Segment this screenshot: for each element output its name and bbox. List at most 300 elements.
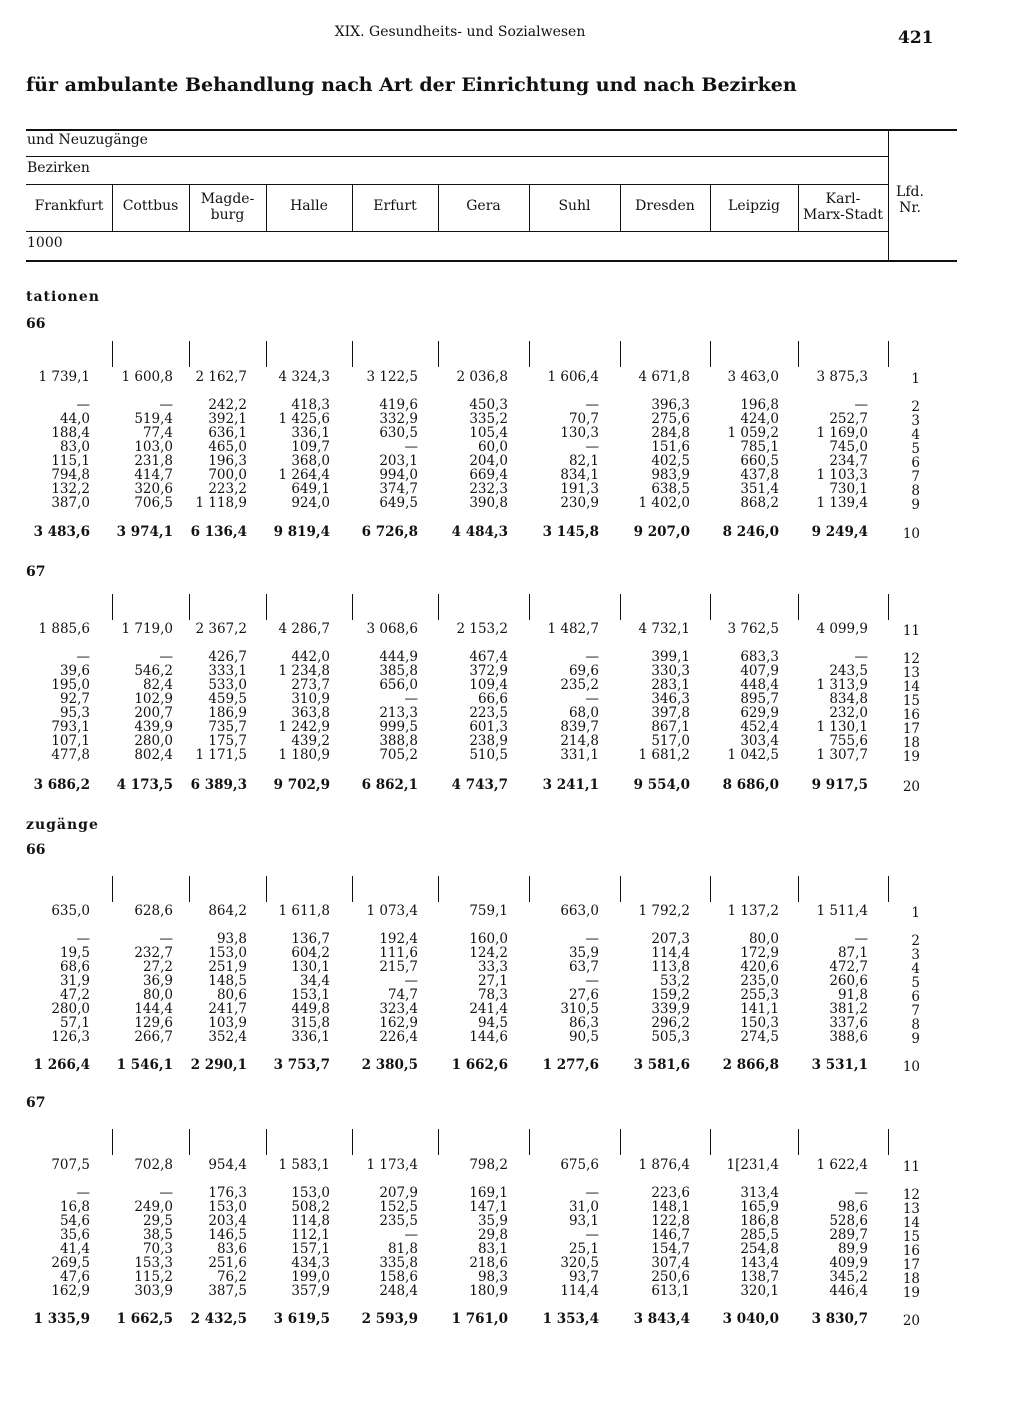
table-cell: 332,9 [379,411,418,427]
table-cell: 68,0 [568,705,599,721]
table-cell: 57,1 [59,1015,90,1031]
column-separator-stroke [112,876,113,902]
table-cell: 1 600,8 [121,369,173,385]
table-cell: 283,1 [651,677,690,693]
table-cell: 6 726,8 [361,524,418,540]
column-head-7: Suhl [558,198,591,214]
table-cell: 439,2 [291,733,330,749]
column-separator-stroke [112,594,113,620]
table-cell: 4 099,9 [816,621,868,637]
table-cell: — [404,439,418,455]
table-cell: 27,6 [568,987,599,1003]
table-cell: 702,8 [134,1157,173,1173]
table-cell: 77,4 [142,425,173,441]
table-cell: 320,6 [134,481,173,497]
table-cell: 868,2 [740,495,779,511]
table-cell: — [159,931,173,947]
column-head-separator [620,184,621,231]
table-cell: 109,7 [291,439,330,455]
row-number: 9 [911,497,920,513]
table-cell: 199,0 [291,1269,330,1285]
row-number: 8 [911,483,920,499]
table-cell: 730,1 [829,481,868,497]
table-cell: 1[231,4 [726,1157,779,1173]
table-cell: 34,4 [299,973,330,989]
table-cell: 124,2 [469,945,508,961]
row-number: 14 [902,679,920,695]
row-number: 11 [902,1159,920,1175]
table-cell: 4 743,7 [451,777,508,793]
table-cell: 307,4 [651,1255,690,1271]
table-cell: 1 264,4 [278,467,330,483]
table-cell: 130,1 [291,959,330,975]
column-separator-stroke [888,594,889,620]
table-cell: 29,5 [142,1213,173,1229]
table-cell: 409,9 [829,1255,868,1271]
table-cell: 93,7 [568,1269,599,1285]
table-cell: 472,7 [829,959,868,975]
table-cell: 83,0 [59,439,90,455]
table-cell: 31,9 [59,973,90,989]
table-cell: 25,1 [568,1241,599,1257]
table-cell: 954,4 [208,1157,247,1173]
table-cell: 1 242,9 [278,719,330,735]
table-cell: 284,8 [651,425,690,441]
column-separator-stroke [620,594,621,620]
table-cell: 143,4 [740,1255,779,1271]
table-cell: 388,6 [829,1029,868,1045]
table-cell: 2 290,1 [190,1057,247,1073]
table-cell: 89,9 [837,1241,868,1257]
column-separator-stroke [529,876,530,902]
column-separator-stroke [112,341,113,367]
table-cell: 1 277,6 [542,1057,599,1073]
column-head-5: Erfurt [373,198,417,214]
table-cell: 303,4 [740,733,779,749]
table-cell: 3 875,3 [816,369,868,385]
table-cell: 35,9 [568,945,599,961]
table-cell: — [159,649,173,665]
column-separator-stroke [620,1129,621,1155]
table-cell: 27,2 [142,959,173,975]
table-cell: 613,1 [651,1283,690,1299]
column-separator-stroke [529,594,530,620]
table-cell: 683,3 [740,649,779,665]
table-cell: 1 266,4 [33,1057,90,1073]
table-cell: 1 169,0 [816,425,868,441]
table-cell: 98,3 [477,1269,508,1285]
column-separator-stroke [888,341,889,367]
row-number: 4 [911,961,920,977]
row-number: 13 [902,665,920,681]
table-cell: — [585,931,599,947]
table-cell: 372,9 [469,663,508,679]
table-cell: 153,1 [291,987,330,1003]
table-cell: 196,8 [740,397,779,413]
table-cell: 223,6 [651,1185,690,1201]
row-number: 10 [902,1059,920,1075]
table-cell: 218,6 [469,1255,508,1271]
table-cell: 999,5 [379,719,418,735]
table-cell: 153,0 [208,945,247,961]
table-cell: 397,8 [651,705,690,721]
column-head-1: Frankfurt [34,198,104,214]
table-cell: — [159,397,173,413]
table-cell: 320,1 [740,1283,779,1299]
table-cell: 510,5 [469,747,508,763]
table-cell: 16,8 [59,1199,90,1215]
table-cell: 9 554,0 [633,777,690,793]
table-cell: 273,7 [291,677,330,693]
table-cell: 505,3 [651,1029,690,1045]
table-cell: 83,6 [216,1241,247,1257]
table-cell: 635,0 [51,903,90,919]
table-cell: 1 719,0 [121,621,173,637]
table-cell: 188,4 [51,425,90,441]
table-cell: 230,9 [560,495,599,511]
table-cell: — [585,397,599,413]
table-cell: — [854,649,868,665]
table-cell: 669,4 [469,467,508,483]
table-cell: 798,2 [469,1157,508,1173]
table-cell: — [585,1227,599,1243]
page-number: 421 [898,28,934,48]
table-cell: 203,1 [379,453,418,469]
table-cell: 151,6 [651,439,690,455]
table-cell: — [404,1227,418,1243]
table-cell: 158,6 [379,1269,418,1285]
row-number: 5 [911,975,920,991]
table-cell: 310,9 [291,691,330,707]
table-cell: 601,3 [469,719,508,735]
column-head-4: Halle [290,198,328,214]
column-separator-stroke [266,594,267,620]
table-cell: 3 122,5 [366,369,418,385]
table-cell: 223,2 [208,481,247,497]
column-head-8: Dresden [635,198,695,214]
table-cell: 755,6 [829,733,868,749]
column-head-6: Gera [466,198,501,214]
table-cell: 434,3 [291,1255,330,1271]
table-cell: 207,9 [379,1185,418,1201]
table-cell: 235,0 [740,973,779,989]
table-cell: 310,5 [560,1001,599,1017]
table-cell: 1 482,7 [547,621,599,637]
table-cell: 368,0 [291,453,330,469]
row-number: 16 [902,1243,920,1259]
table-cell: 517,0 [651,733,690,749]
table-cell: 9 249,4 [811,524,868,540]
row-number: 16 [902,707,920,723]
table-cell: 150,3 [740,1015,779,1031]
table-cell: 2 162,7 [195,369,247,385]
table-cell: 92,7 [59,691,90,707]
table-cell: 1 876,4 [638,1157,690,1173]
table-cell: 1 622,4 [816,1157,868,1173]
table-cell: 2 866,8 [722,1057,779,1073]
table-cell: 254,8 [740,1241,779,1257]
column-separator-stroke [266,876,267,902]
column-separator-stroke [352,594,353,620]
table-cell: 76,2 [216,1269,247,1285]
table-cell: 834,1 [560,467,599,483]
table-cell: — [585,691,599,707]
table-cell: 249,0 [134,1199,173,1215]
table-cell: 1 611,8 [278,903,330,919]
table-cell: 745,0 [829,439,868,455]
table-cell: 3 040,0 [722,1311,779,1327]
table-cell: 3 762,5 [727,621,779,637]
table-cell: — [854,397,868,413]
table-cell: 528,6 [829,1213,868,1229]
column-separator-stroke [888,876,889,902]
table-cell: 29,8 [477,1227,508,1243]
table-cell: 115,2 [134,1269,173,1285]
row-number: 3 [911,413,920,429]
table-cell: 839,7 [560,719,599,735]
table-cell: 162,9 [51,1283,90,1299]
row-number: 19 [902,749,920,765]
column-separator-stroke [352,1129,353,1155]
header-line-bezirken: Bezirken [27,160,90,176]
table-cell: 130,3 [560,425,599,441]
table-cell: 157,1 [291,1241,330,1257]
table-cell: 111,6 [379,945,418,961]
table-cell: 333,1 [208,663,247,679]
table-cell: 660,5 [740,453,779,469]
table-cell: 467,4 [469,649,508,665]
table-cell: 203,4 [208,1213,247,1229]
table-cell: 3 483,6 [33,524,90,540]
table-cell: 214,8 [560,733,599,749]
table-cell: 793,1 [51,719,90,735]
table-cell: 274,5 [740,1029,779,1045]
table-cell: 289,7 [829,1227,868,1243]
column-separator-stroke [798,876,799,902]
table-cell: 169,1 [469,1185,508,1201]
table-cell: 450,3 [469,397,508,413]
table-cell: 232,7 [134,945,173,961]
table-cell: 78,3 [477,987,508,1003]
year-label: 66 [26,842,46,858]
column-separator-stroke [189,341,190,367]
table-cell: 330,3 [651,663,690,679]
table-cell: 144,4 [134,1001,173,1017]
table-cell: 357,9 [291,1283,330,1299]
table-cell: 1 792,2 [638,903,690,919]
table-cell: 31,0 [568,1199,599,1215]
table-cell: 255,3 [740,987,779,1003]
table-cell: 195,0 [51,677,90,693]
table-cell: — [76,649,90,665]
table-cell: 60,0 [477,439,508,455]
column-separator-stroke [798,1129,799,1155]
row-number: 1 [911,371,920,387]
table-cell: 388,8 [379,733,418,749]
table-cell: 8 246,0 [722,524,779,540]
table-cell: 213,3 [379,705,418,721]
table-cell: 439,9 [134,719,173,735]
table-cell: 90,5 [568,1029,599,1045]
table-cell: 6 389,3 [190,777,247,793]
column-head-separator [266,184,267,231]
table-cell: 39,6 [59,663,90,679]
table-cell: 250,6 [651,1269,690,1285]
table-cell: 707,5 [51,1157,90,1173]
table-cell: 638,5 [651,481,690,497]
table-cell: 252,7 [829,411,868,427]
table-cell: 232,0 [829,705,868,721]
table-cell: 396,3 [651,397,690,413]
table-cell: 86,3 [568,1015,599,1031]
table-cell: 385,8 [379,663,418,679]
table-cell: 1 662,6 [451,1057,508,1073]
table-cell: 91,8 [837,987,868,1003]
row-number: 11 [902,623,920,639]
table-cell: 36,9 [142,973,173,989]
row-number: 15 [902,1229,920,1245]
table-cell: 1 313,9 [816,677,868,693]
table-cell: 232,3 [469,481,508,497]
table-cell: 452,4 [740,719,779,735]
table-cell: 374,7 [379,481,418,497]
column-head-10: Karl- Marx-Stadt [803,191,883,223]
row-number: 4 [911,427,920,443]
table-cell: — [585,439,599,455]
table-cell: 2 432,5 [190,1311,247,1327]
table-cell: 192,4 [379,931,418,947]
table-cell: 1 606,4 [547,369,599,385]
table-cell: 331,1 [560,747,599,763]
table-cell: 446,4 [829,1283,868,1299]
table-cell: 351,4 [740,481,779,497]
table-cell: 129,6 [134,1015,173,1031]
table-cell: 6 862,1 [361,777,418,793]
table-cell: 864,2 [208,903,247,919]
table-cell: 70,7 [568,411,599,427]
table-cell: 81,8 [387,1241,418,1257]
table-cell: 132,2 [51,481,90,497]
table-cell: 895,7 [740,691,779,707]
column-separator-stroke [710,876,711,902]
table-cell: — [585,973,599,989]
table-cell: 337,6 [829,1015,868,1031]
column-separator-stroke [189,1129,190,1155]
table-cell: 303,9 [134,1283,173,1299]
table-cell: 706,5 [134,495,173,511]
table-cell: 95,3 [59,705,90,721]
table-cell: — [404,691,418,707]
table-cell: 1 171,5 [195,747,247,763]
table-cell: 162,9 [379,1015,418,1031]
table-cell: 1 583,1 [278,1157,330,1173]
row-number: 19 [902,1285,920,1301]
column-separator-stroke [189,876,190,902]
table-cell: 114,4 [651,945,690,961]
table-cell: 335,2 [469,411,508,427]
table-cell: 3 619,5 [273,1311,330,1327]
table-cell: 1 885,6 [38,621,90,637]
table-cell: 231,8 [134,453,173,469]
table-cell: 519,4 [134,411,173,427]
header-rule-3 [26,231,888,232]
table-cell: 336,1 [291,1029,330,1045]
table-cell: 80,0 [142,987,173,1003]
table-cell: 112,1 [291,1227,330,1243]
table-cell: 794,8 [51,467,90,483]
header-unit: 1000 [27,235,63,251]
table-cell: 148,1 [651,1199,690,1215]
row-number: 15 [902,693,920,709]
table-cell: — [585,649,599,665]
header-rule-2 [26,184,888,185]
row-number: 10 [902,526,920,542]
table-cell: 390,8 [469,495,508,511]
table-cell: — [76,397,90,413]
table-cell: 47,6 [59,1269,90,1285]
table-cell: 2 153,2 [456,621,508,637]
table-cell: 235,2 [560,677,599,693]
row-number: 9 [911,1031,920,1047]
table-cell: 1 173,4 [366,1157,418,1173]
table-cell: 675,6 [560,1157,599,1173]
table-cell: 1 059,2 [727,425,779,441]
table-cell: 153,0 [208,1199,247,1215]
table-cell: 1 139,4 [816,495,868,511]
table-cell: 141,1 [740,1001,779,1017]
table-cell: 1 662,5 [116,1311,173,1327]
table-cell: 54,6 [59,1213,90,1229]
table-cell: 153,3 [134,1255,173,1271]
table-cell: 94,5 [477,1015,508,1031]
row-number: 2 [911,933,920,949]
table-cell: 3 753,7 [273,1057,330,1073]
table-cell: 449,8 [291,1001,330,1017]
column-head-separator [710,184,711,231]
column-separator-stroke [710,594,711,620]
table-cell: 867,1 [651,719,690,735]
table-cell: 9 917,5 [811,777,868,793]
column-separator-stroke [112,1129,113,1155]
table-cell: 636,1 [208,425,247,441]
table-cell: 280,0 [134,733,173,749]
header-top-rule [26,129,957,131]
table-cell: 656,0 [379,677,418,693]
table-cell: 1 425,6 [278,411,330,427]
column-head-separator [529,184,530,231]
column-separator-stroke [710,341,711,367]
header-bottom-rule [26,260,957,262]
table-cell: 630,5 [379,425,418,441]
table-cell: 165,9 [740,1199,779,1215]
table-cell: 983,9 [651,467,690,483]
table-cell: 4 484,3 [451,524,508,540]
table-cell: 207,3 [651,931,690,947]
header-rule-1 [26,156,888,157]
column-separator-stroke [438,341,439,367]
running-head: XIX. Gesundheits- und Sozialwesen [334,24,586,40]
header-lfd-nr: Lfd. Nr. [896,184,924,216]
table-cell: 4 173,5 [116,777,173,793]
year-label: 67 [26,564,46,580]
table-cell: 226,4 [379,1029,418,1045]
table-cell: 280,0 [51,1001,90,1017]
table-cell: 336,1 [291,425,330,441]
table-cell: — [404,973,418,989]
table-cell: 70,3 [142,1241,173,1257]
table-cell: 9 702,9 [273,777,330,793]
table-cell: 1 130,1 [816,719,868,735]
